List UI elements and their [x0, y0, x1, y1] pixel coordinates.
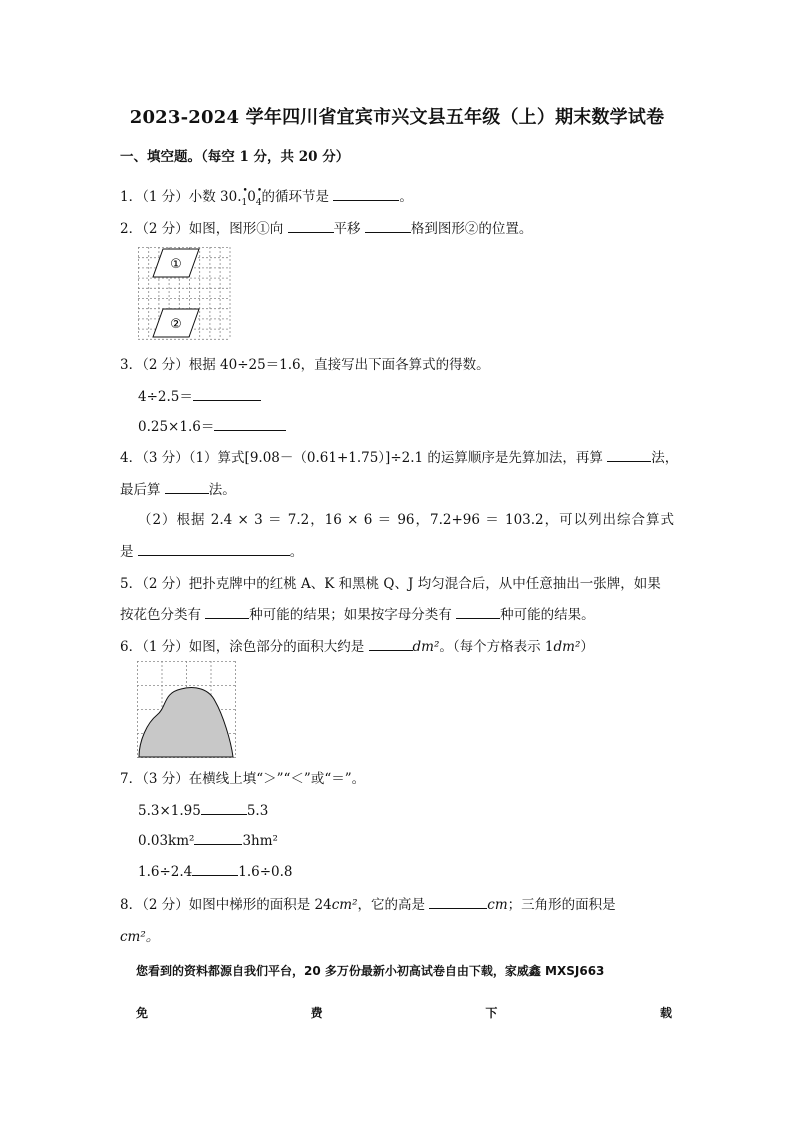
- question-8-line-1: [120, 893, 616, 913]
- q7-line-1-left: 5.3×1.95: [138, 803, 201, 819]
- q1-answer-blank[interactable]: [333, 186, 399, 201]
- q4-blank-2[interactable]: [165, 479, 209, 494]
- q2-shape-1-label: ①: [170, 257, 182, 272]
- q2-direction-blank[interactable]: [288, 218, 334, 233]
- q1-repeat-digit-1: • 1: [241, 198, 247, 208]
- question-6: [120, 635, 594, 655]
- q1-repeat-digit-2: • 4: [256, 198, 262, 208]
- footer-free-char-3: 下: [485, 1006, 498, 1020]
- q7-blank-2[interactable]: [194, 830, 242, 845]
- q2-text-a: 2．（2 分）如图，图形①向: [120, 221, 284, 237]
- q5-line-2-mid: 种可能的结果；如果按字母分类有: [249, 607, 452, 623]
- q6-text-c: ）: [580, 639, 594, 655]
- section-heading: 一、填空题。（每空 1 分，共 20 分）: [120, 149, 350, 165]
- q3-line-2-text: 0.25×1.6＝: [138, 419, 215, 435]
- q5-line-2-end: 种可能的结果。: [500, 607, 595, 623]
- question-4-line-3: （2）根据 2.4 × 3 ＝ 7.2，16 × 6 ＝ 96，7.2+96 ＝ 103.2，可以列出综合算式: [138, 512, 674, 528]
- q2-shape-2-label: ②: [170, 317, 182, 332]
- q8-blank-1[interactable]: [429, 894, 487, 909]
- q7-line-2-left: 0.03km²: [138, 833, 195, 849]
- q1-prefix: 1．（1 分）小数 30.: [120, 189, 242, 205]
- q4-line-4-text: 是: [120, 544, 134, 560]
- q8-unit-b: cm: [487, 897, 508, 913]
- q5-line-2-text: 按花色分类有: [120, 607, 201, 623]
- footer-ad-text: 您看到的资料都源自我们平台，20 多万份最新小初高试卷自由下载，家威鑫 MXSJ663: [136, 964, 605, 978]
- q4-blank-1[interactable]: [607, 447, 651, 462]
- q7-line-1: [138, 800, 268, 819]
- q1-end: 。: [399, 189, 413, 205]
- page-title: 2023-2024 学年四川省宜宾市兴文县五年级（上）期末数学试卷: [129, 107, 665, 128]
- q7-line-3-right: 1.6÷0.8: [238, 864, 293, 880]
- footer-free-char-1: 免: [136, 1006, 149, 1020]
- question-8-line-2: [120, 925, 159, 945]
- q7-line-2-right: 3hm²: [242, 833, 278, 849]
- question-3: 3．（2 分）根据 40÷25＝1.6，直接写出下面各算式的得数。: [120, 357, 490, 373]
- q6-grid-figure: [137, 661, 237, 759]
- q7-blank-1[interactable]: [201, 800, 247, 815]
- q6-blank[interactable]: [369, 636, 413, 651]
- q8-text-a: 8．（2 分）如图中梯形的面积是 24: [120, 897, 332, 913]
- question-1: [120, 185, 413, 208]
- q4-blank-3[interactable]: [138, 541, 290, 556]
- q7-line-3-left: 1.6÷2.4: [138, 864, 193, 880]
- q3-line-1: [138, 385, 261, 405]
- question-5-line-1: 5．（2 分）把扑克牌中的红桃 A、K 和黑桃 Q、J 均匀混合后，从中任意抽出一张牌，如果: [120, 576, 661, 592]
- q6-unit: dm²: [412, 639, 440, 655]
- q3-line-2: [138, 415, 286, 435]
- q7-line-1-right: 5.3: [246, 803, 269, 819]
- footer-free-download: [136, 1004, 672, 1021]
- q4-line-4-end: 。: [289, 544, 304, 560]
- q4-line-1-text: 4．（3 分）（1）算式[9.08－（0.61+1.75）]÷2.1 的运算顺序是先算加法，再算: [120, 450, 603, 466]
- question-2: [120, 217, 532, 237]
- q4-line-1-end: 法，: [651, 450, 679, 466]
- q3-line-1-text: 4÷2.5＝: [138, 389, 193, 405]
- q2-count-blank[interactable]: [365, 218, 411, 233]
- q1-suffix: 的循环节是: [261, 189, 330, 205]
- q2-text-b: 平移: [333, 221, 361, 237]
- q1-mid-digit: 0: [247, 189, 256, 205]
- q6-unit-2: dm²: [553, 639, 581, 655]
- q5-blank-1[interactable]: [205, 604, 249, 619]
- question-7: 7．（3 分）在横线上填“＞”“＜”或“＝”。: [120, 771, 366, 787]
- q2-grid-figure: [138, 247, 232, 341]
- q4-line-2-text: 最后算: [120, 482, 161, 498]
- q6-text-a: 6．（1 分）如图，涂色部分的面积大约是: [120, 639, 365, 655]
- q6-shaded-region: [139, 688, 233, 758]
- q8-unit-a: cm²: [331, 897, 358, 913]
- q8-text-c: ；三角形的面积是: [507, 897, 616, 913]
- question-4-line-4: [120, 540, 303, 560]
- footer-free-char-4: 载: [659, 1006, 672, 1020]
- q5-blank-2[interactable]: [456, 604, 500, 619]
- q8-line-2: cm²。: [120, 929, 160, 945]
- q8-text-b: ，它的高是: [357, 897, 425, 913]
- q7-line-2: [138, 830, 278, 849]
- q3-blank-1[interactable]: [193, 386, 261, 401]
- footer-free-char-2: 费: [310, 1006, 323, 1020]
- q7-blank-3[interactable]: [192, 861, 238, 876]
- q3-blank-2[interactable]: [214, 416, 286, 431]
- q4-line-2-end: 法。: [208, 482, 236, 498]
- question-4-line-1: [120, 446, 678, 466]
- question-4-line-2: [120, 478, 236, 498]
- q6-text-b: 。（每个方格表示 1: [439, 639, 554, 655]
- question-5-line-2: [120, 603, 595, 623]
- q7-line-3: [138, 861, 293, 880]
- q2-text-c: 格到图形②的位置。: [410, 221, 533, 237]
